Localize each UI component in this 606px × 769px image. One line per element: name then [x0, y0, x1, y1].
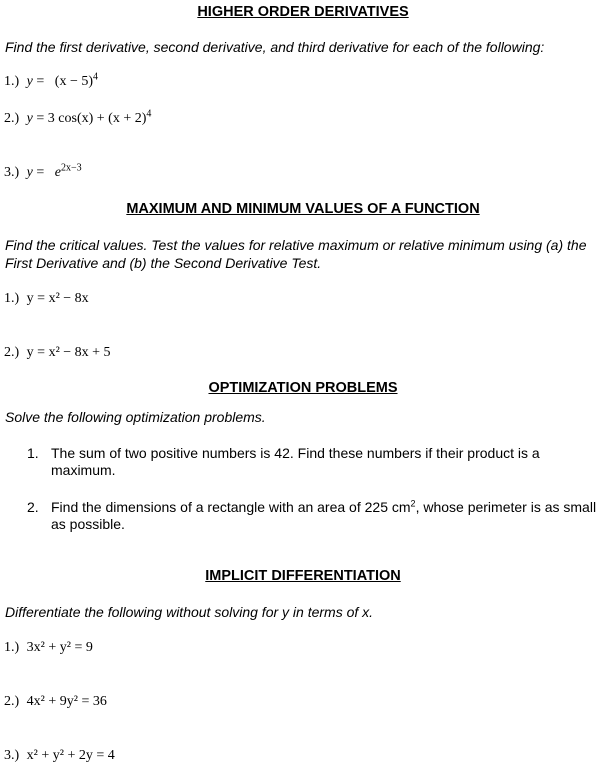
- problem-lhs: y: [26, 111, 33, 126]
- equals-sign: =: [36, 74, 52, 89]
- problem-max-min-2: [4, 344, 111, 362]
- problem-implicit-3: [4, 747, 115, 765]
- optimization-item-2: [27, 499, 597, 533]
- problem-number: 2.): [4, 694, 20, 709]
- instruction-higher-order: Find the first derivative, second derivative, and third derivative for each of the following:: [5, 39, 545, 55]
- problem-expression: y = x² − 8x: [26, 291, 89, 306]
- problem-number: 1.): [4, 291, 20, 306]
- problem-rhs: 3 cos(x) + (x + 2): [47, 111, 147, 126]
- problem-number: 1.): [4, 640, 20, 655]
- problem-lhs: y: [26, 74, 33, 89]
- problem-expression: y = x² − 8x + 5: [26, 345, 111, 360]
- instruction-max-min: Find the critical values. Test the values for relative maximum or relative minimum using (a) the First Derivative and (b) the Second Derivative Test.: [5, 237, 587, 271]
- equals-sign: =: [36, 111, 48, 126]
- problem-number: 2.): [4, 111, 20, 126]
- problem-expression: x² + y² + 2y = 4: [26, 748, 115, 763]
- problem-rhs: (x − 5): [54, 74, 94, 89]
- problem-base: e: [54, 165, 62, 180]
- problem-implicit-1: [4, 639, 93, 657]
- list-number: 1.: [27, 445, 39, 461]
- list-text: Find the dimensions of a rectangle with an area of 225 $cm^2$, whose perimeter is as small as possible.: [51, 498, 597, 532]
- superscript: 2: [410, 498, 416, 509]
- problem-implicit-2: [4, 693, 107, 711]
- equals-sign: =: [36, 165, 52, 180]
- problem-number: 1.): [4, 74, 20, 89]
- problem-number: 2.): [4, 345, 20, 360]
- problem-lhs: y: [26, 165, 33, 180]
- exponent: 4: [146, 108, 152, 120]
- problem-number: 3.): [4, 165, 20, 180]
- optimization-item-1: [27, 445, 597, 479]
- section-heading-optimization: OPTIMIZATION PROBLEMS: [208, 380, 398, 396]
- exponent: 4: [93, 71, 99, 83]
- list-number: 2.: [27, 499, 39, 515]
- section-heading-max-min: MAXIMUM AND MINIMUM VALUES OF A FUNCTION: [126, 201, 480, 217]
- problem-expression: 4x² + 9y² = 36: [26, 694, 107, 709]
- section-heading-higher-order: HIGHER ORDER DERIVATIVES: [197, 4, 409, 20]
- problem-higher-order-3: [4, 164, 82, 182]
- section-heading-implicit: IMPLICIT DIFFERENTIATION: [205, 568, 401, 584]
- instruction-optimization: Solve the following optimization problems.: [5, 409, 266, 425]
- problem-higher-order-1: [4, 73, 98, 91]
- exponent: 2x−3: [61, 162, 82, 174]
- problem-number: 3.): [4, 748, 20, 763]
- instruction-implicit: Differentiate the following without solving for y in terms of x.: [5, 604, 374, 620]
- problem-max-min-1: [4, 290, 89, 308]
- problem-higher-order-2: [4, 110, 151, 128]
- list-text: The sum of two positive numbers is 42. Find these numbers if their product is a maximum.: [51, 445, 540, 478]
- problem-expression: 3x² + y² = 9: [26, 640, 93, 655]
